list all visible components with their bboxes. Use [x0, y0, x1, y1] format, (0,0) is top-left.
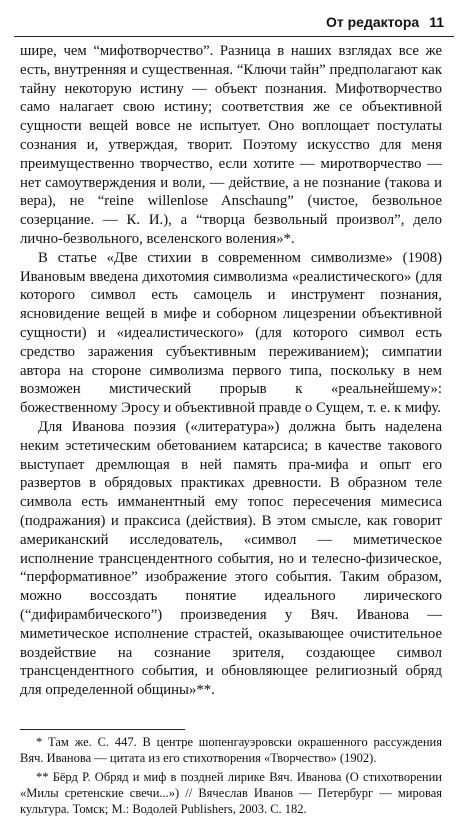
main-text	[20, 42, 442, 700]
header-rule	[14, 36, 454, 37]
section-title: От редактора	[325, 14, 420, 30]
footnote-rule	[20, 729, 185, 730]
paragraph-1: шире, чем “мифотворчество”. Разница в наших взглядах все же есть, внутренняя и существенная. “Ключи тайн” предполагают как тайну некоторую истину — объект познания. Мифотворчество само налагает свою истину; соответствия же се объективной сущности вещей вовсе не испытует. Оно воплощает постулаты сознания и, утверждая, творит. Поэтому искусство для меня преимущественно творчество, если хотите — миротворчество — нет самоутверждения и воли, — действие, а не познание (такова и вера), не “reine willenlose Anschaung” (чистое, безвольное созерцание. — К. И.), а “творца безвольный произвол”, дело лично-безвольного, вселенского воления»*.	[20, 43, 442, 247]
footnote-2: ** Бёрд Р. Обряд и миф в поздней лирике Вяч. Иванова (О стихотворении «Милы сретенские свечи...») // Вячеслав Иванов — Петербург — мировая культура. Томск; М.: Водолей Publishers, 2003. С. 182.	[20, 770, 442, 816]
paragraph-2: В статье «Две стихии в современном символизме» (1908) Ивановым введена дихотомия символизма «реалистического» (для которого символ есть самоцель и инструмент познания, ясновидение вещей в мифе и соборном лицезрении объективной сущности) и «идеалистического» (для которого символ есть средство заражения субъективным переживанием); симпатии автора на стороне символизма первого типа, поскольку в нем возможен мистический прорыв к «реальнейшему»: божественному Эросу и объективной правде о Сущем, т. е. к мифу.	[20, 249, 442, 417]
paragraph-3: Для Иванова поэзия («литература») должна быть наделена неким эстетическим обетованием катарсиса; в качестве такового выступает дремлющая в ней память пра-мифа и опыт его развертов в обрядовых практиках древности. В образном теле символа есть имманентный ему топос пересечения мимесиса (подражания) и праксиса (действия). В этом смысле, как говорит американский исследователь, «символ — миметическое исполнение трансцендентного события, но и телесно-физическое, “перформативное” изображение этого события. Таким образом, можно воссоздать понятие идеального лирического (“дифирамбического”) произведения у Вяч. Иванова — миметическое исполнение страстей, оказывающее очистительное воздействие на сознание зрителя, создающее символ трансцендентного события, и обновляющее религиозный обряд для определенной общины»**.	[20, 418, 442, 699]
footnote-1: * Там же. С. 447. В центре шопенгауэровски окрашенного рассуждения Вяч. Иванова — цитата из его стихотворения «Творчество» (1902).	[20, 735, 442, 765]
page-number: 11	[429, 14, 444, 30]
running-head	[326, 14, 444, 30]
footnotes	[20, 734, 442, 817]
